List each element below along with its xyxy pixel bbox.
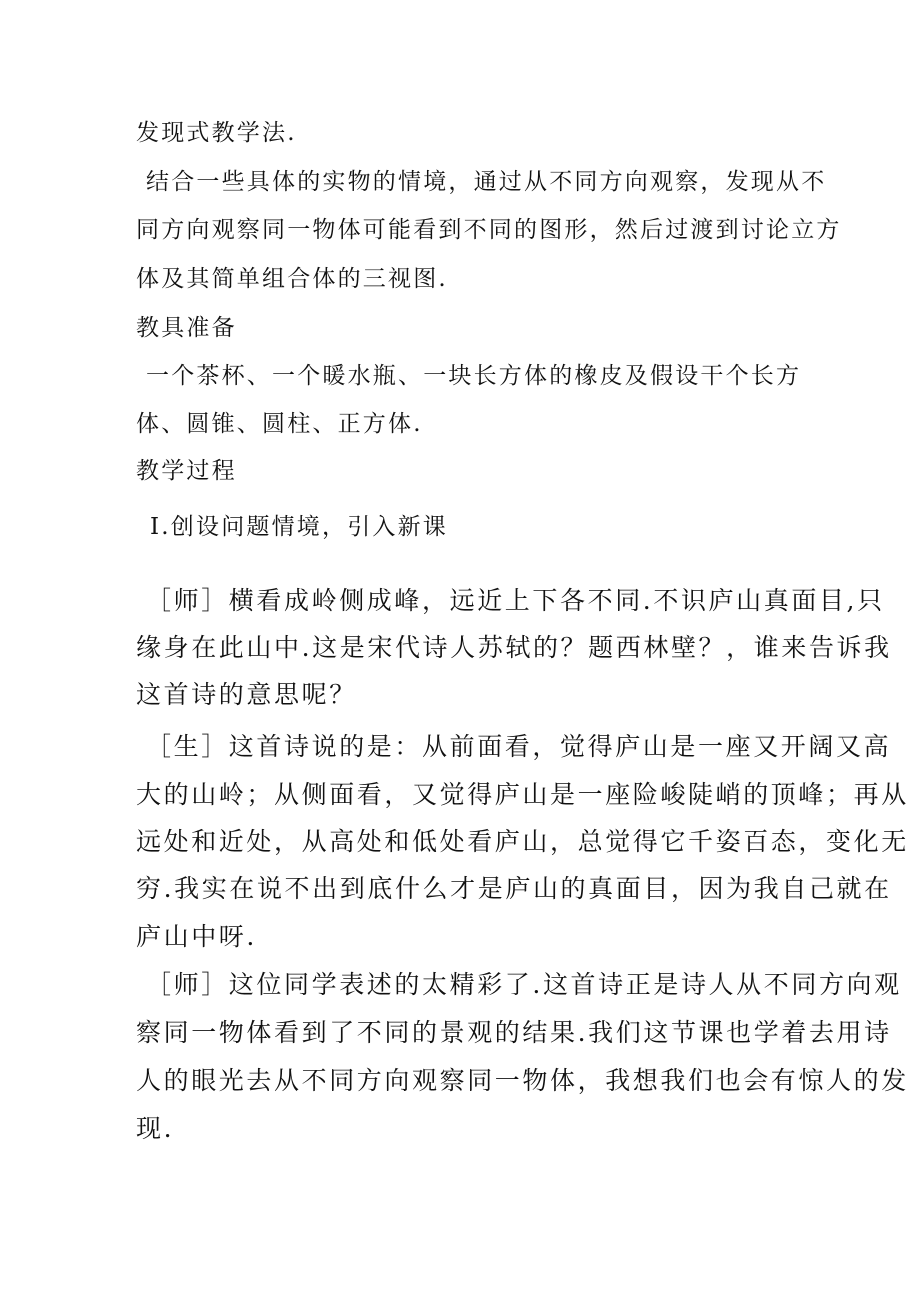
teacher-line: 现.: [136, 1114, 175, 1143]
paragraph-line: 结合一些具体的实物的情境，通过从不同方向观察，发现从不: [146, 169, 827, 195]
teacher-line: ［师］横看成岭侧成峰，远近上下各不同.不识庐山真面目,只: [146, 586, 885, 615]
teacher-line: ［师］这位同学表述的太精彩了.这首诗正是诗人从不同方向观: [146, 970, 902, 999]
student-line: 远处和近处，从高处和低处看庐山，总觉得它千姿百态，变化无: [136, 827, 909, 856]
teacher-line: 这首诗的意思呢？: [136, 680, 357, 709]
teacher-line: 察同一物体看到了不同的景观的结果.我们这节课也学着去用诗: [136, 1018, 892, 1047]
paragraph-line: 一个茶杯、一个暖水瓶、一块长方体的橡皮及假设干个长方: [146, 363, 802, 389]
teacher-line: 缘身在此山中.这是宋代诗人苏轼的？题西林壁？，谁来告诉我: [136, 633, 892, 662]
student-line: 大的山岭；从侧面看，又觉得庐山是一座险峻陡峭的顶峰；再从: [136, 780, 909, 809]
student-line: 庐山中呀.: [136, 922, 257, 951]
teacher-line: 人的眼光去从不同方向观察同一物体，我想我们也会有惊人的发: [136, 1066, 909, 1095]
student-line: 穷.我实在说不出到底什么才是庐山的真面目，因为我自己就在: [136, 874, 892, 903]
paragraph-line: 同方向观察同一物体可能看到不同的图形，然后过渡到讨论立方: [136, 217, 842, 243]
paragraph-line: 体及其简单组合体的三视图.: [136, 266, 448, 292]
heading-teaching-method: 发现式教学法.: [136, 120, 297, 146]
student-line: ［生］这首诗说的是：从前面看，觉得庐山是一座又开阔又高: [146, 732, 892, 761]
paragraph-line: 体、圆锥、圆柱、正方体.: [136, 411, 423, 437]
heading-teaching-tools: 教具准备: [136, 315, 237, 341]
heading-teaching-process: 教学过程: [136, 458, 237, 484]
step-title: Ⅰ.创设问题情境，引入新课: [150, 514, 448, 540]
